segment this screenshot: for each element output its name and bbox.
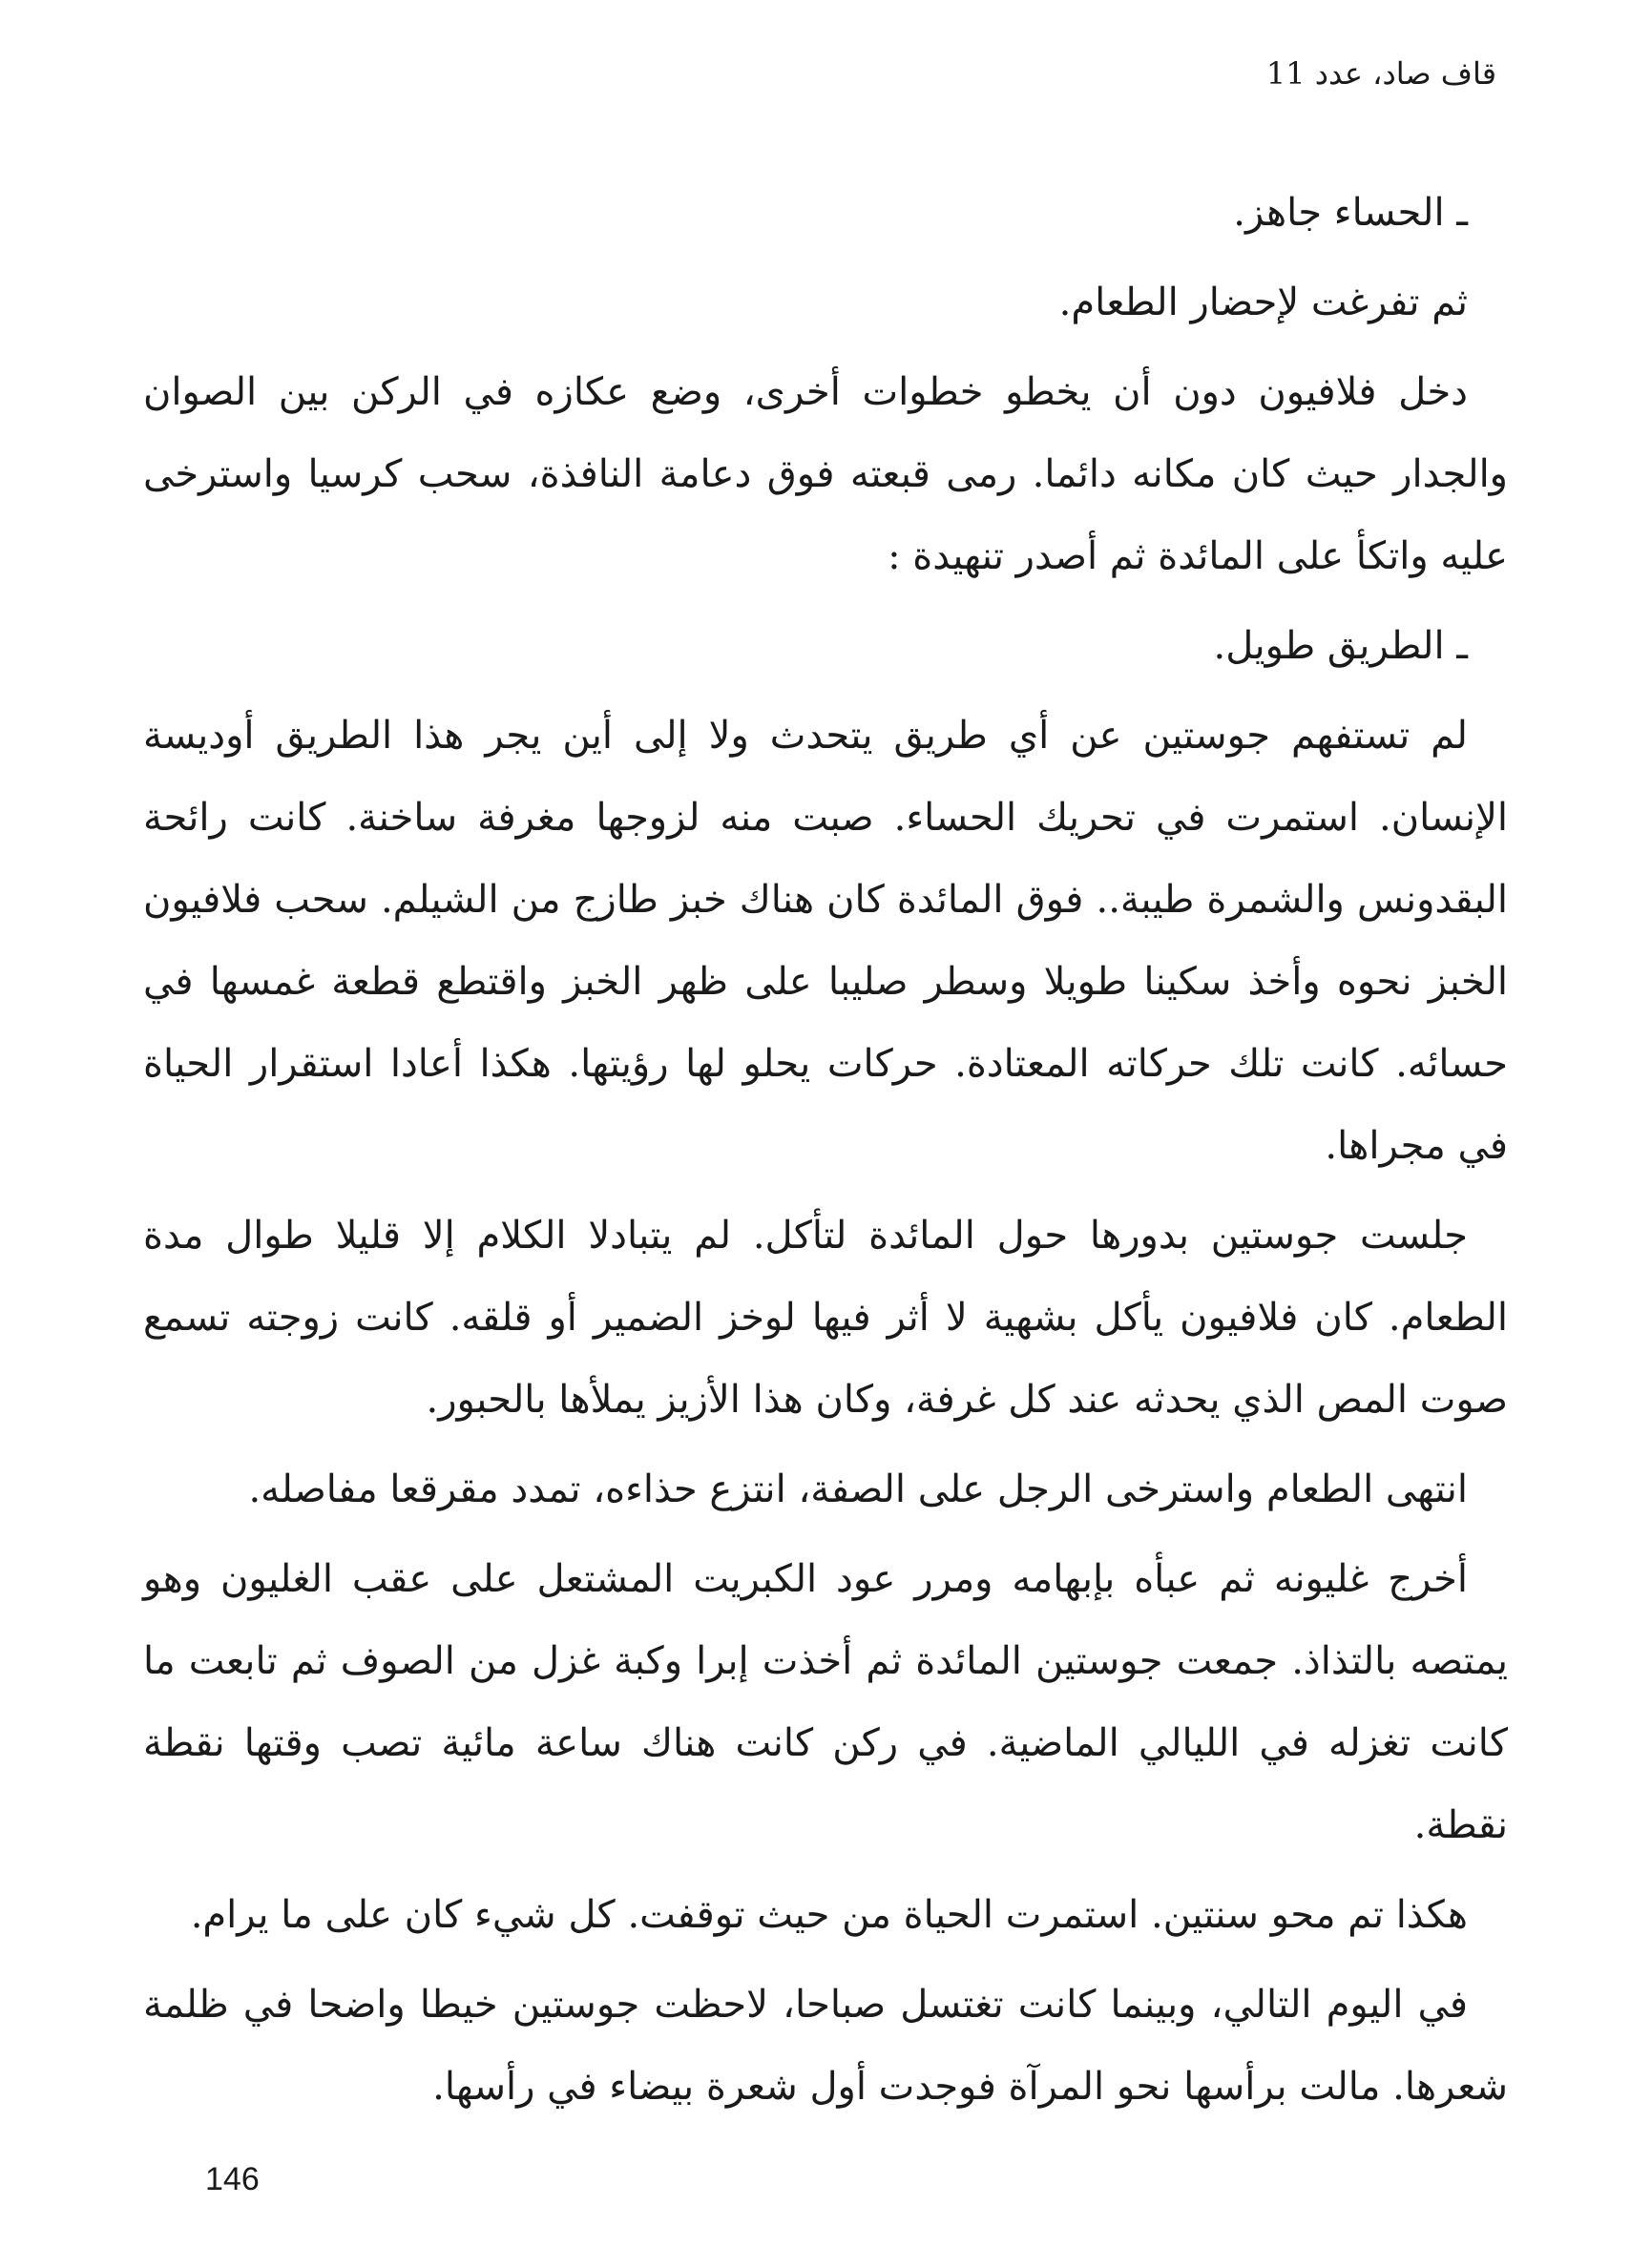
paragraph: في اليوم التالي، وبينما كانت تغتسل صباحا، لاحظت جوستين خيطا واضحا في ظلمة شعرها. مالت برأسها نحو المرآة فوجدت أول شعرة بيضاء في رأسها.: [143, 1983, 1508, 2109]
paragraph: لم تستفهم جوستين عن أي طريق يتحدث ولا إلى أين يجر هذا الطريق أوديسة الإنسان. استمرت في تحريك الحساء. صبت منه لزوجها مغرفة ساخنة. كانت رائحة البقدونس والشمرة طيبة.. فوق المائدة كان هناك خبز طازج من الشيلم. سحب فلافيون الخبز نحوه وأخذ سكينا طويلا وسطر صليبا على ظهر الخبز واقتطع قطعة غمسها في حسائه. كانت تلك حركاته المعتادة. حركات يحلو لها رؤيتها. هكذا أعادا استقرار الحياة في مجراها.: [143, 714, 1508, 1168]
paragraph: أخرج غليونه ثم عبأه بإبهامه ومرر عود الكبريت المشتعل على عقب الغليون وهو يمتصه بالتذاذ. جمعت جوستين المائدة ثم أخذت إبرا وكبة غزل من الصوف ثم تابعت ما كانت تغزله في الليالي الماضية. في ركن كانت هناك ساعة مائية تصب وقتها نقطة نقطة.: [143, 1557, 1508, 1847]
page-number: 146: [205, 2161, 260, 2197]
paragraph: دخل فلافيون دون أن يخطو خطوات أخرى، وضع عكازه في الركن بين الصوان والجدار حيث كان مكانه دائما. رمى قبعته فوق دعامة النافذة، سحب كرسيا واسترخى عليه واتكأ على المائدة ثم أصدر تنهيدة :: [143, 370, 1508, 578]
paragraph: ـ الحساء جاهز.: [1233, 191, 1468, 235]
paragraph: جلست جوستين بدورها حول المائدة لتأكل. لم يتبادلا الكلام إلا قليلا طوال مدة الطعام. كان فلافيون يأكل بشهية لا أثر فيها لوخز الضمير أو قلقه. كانت زوجته تسمع صوت المص الذي يحدثه عند كل غرفة، وكان هذا الأزيز يملأها بالحبور.: [143, 1214, 1508, 1422]
paragraph: انتهى الطعام واسترخى الرجل على الصفة، انتزع حذاءه، تمدد مقرقعا مفاصله.: [248, 1467, 1468, 1511]
paragraph: هكذا تم محو سنتين. استمرت الحياة من حيث توقفت. كل شيء كان على ما يرام.: [190, 1893, 1468, 1937]
page-body: [143, 172, 1508, 2135]
running-header: قاف صاد، عدد 11: [1265, 55, 1496, 92]
paragraph: ـ الطريق طويل.: [1213, 624, 1468, 668]
paragraph: ثم تفرغت لإحضار الطعام.: [1058, 281, 1468, 324]
